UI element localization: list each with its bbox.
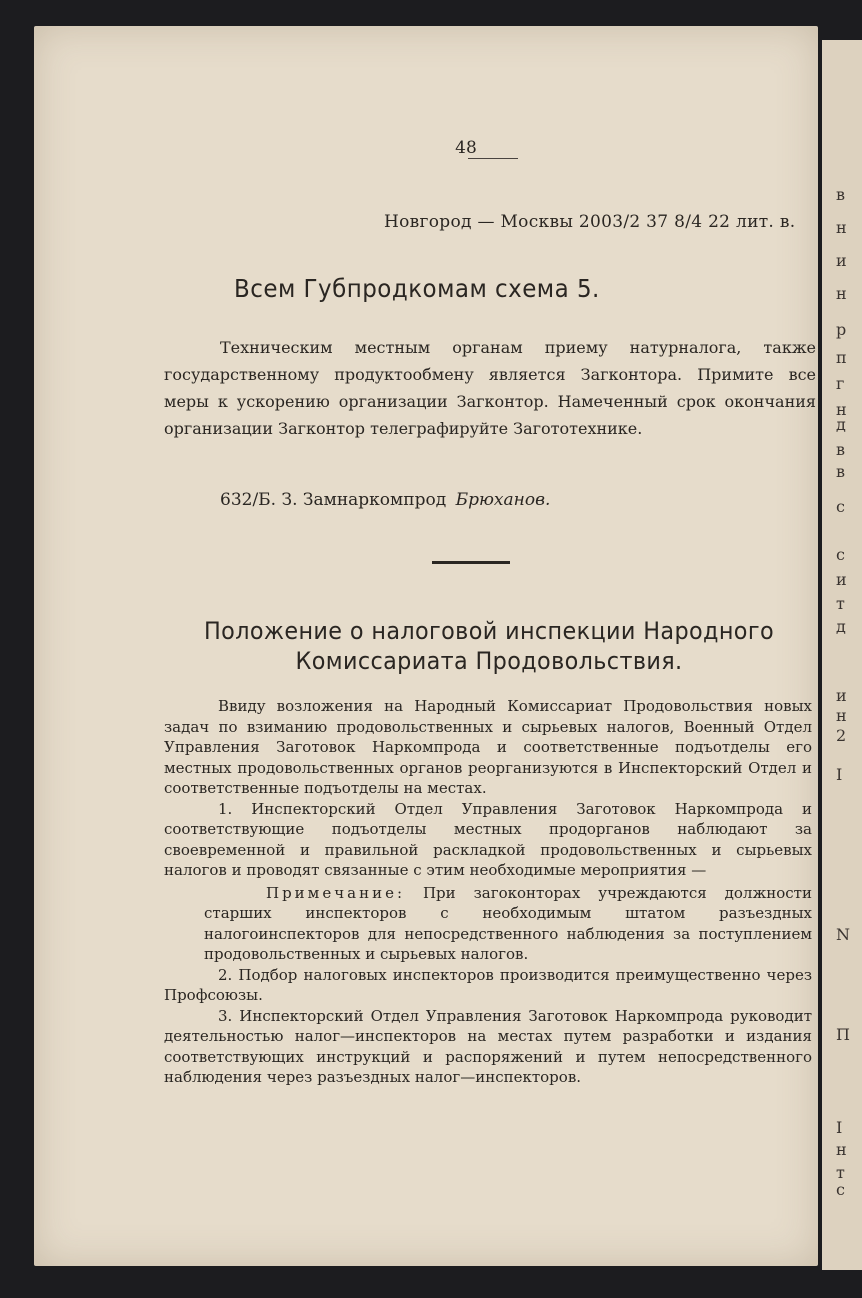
decree-body <box>164 696 812 1088</box>
adjacent-page-fragment: в <box>836 440 846 459</box>
adjacent-page-fragment: г <box>836 374 845 393</box>
decree-item-1: 1. Инспекторский Отдел Управления Заготовок Наркомпрода и соответствующие подъотделы местных продорганов наблюдают за своевременной и правильной раскладкой продовольственных и сырьевых налогов и проводят связанные с этим необходимые мероприятия — <box>164 799 812 879</box>
section-separator <box>432 561 510 564</box>
adjacent-page-fragment: с <box>836 497 845 516</box>
adjacent-page-fragment: N <box>836 925 850 944</box>
adjacent-page-fragment: с <box>836 545 845 564</box>
adjacent-page-fragment: н <box>836 1140 847 1159</box>
telegram-body <box>164 334 816 442</box>
adjacent-page-edge <box>822 40 862 1270</box>
decree-title-line-2: Комиссариата Продовольствия. <box>295 647 683 675</box>
decree-item-3: 3. Инспекторский Отдел Управления Заготовок Наркомпрода руководит деятельностью налог—инспекторов на местах путем разработки и издания соответствующих инструкций и распоряжений и путем непосредственного наблюдения через разъездных налог—инспекторов. <box>164 1006 812 1086</box>
note-heading: Примечание: <box>266 883 406 902</box>
decree-item-2: 2. Подбор налоговых инспекторов производится преимущественно через Профсоюзы. <box>164 965 812 1004</box>
decree-note <box>164 883 812 965</box>
decree-intro: Ввиду возложения на Народный Комиссариат Продовольствия новых задач по взиманию продовольственных и сырьевых налогов, Военный Отдел Управления Заготовок Наркомпрода и соответственные подъотделы его местных продовольственных органов реорганизуются в Инспекторский Отдел и соответственные подъотделы на местах. <box>164 697 812 797</box>
telegram-title: Всем Губпродкомам схема 5. <box>234 274 600 303</box>
page-number: 48 <box>455 138 477 158</box>
adjacent-page-fragment: и <box>836 570 847 589</box>
adjacent-page-fragment: н <box>836 218 847 237</box>
telegram-body-text: Техническим местным органам приему натурналога, также государственному продуктообмену является Загконтора. Примите все меры к ускорению организации Загконтор. Намеченный срок окончания организации Загконтор телеграфируйте Загототехнике. <box>164 338 816 438</box>
adjacent-page-fragment: н <box>836 284 847 303</box>
adjacent-page-fragment: в <box>836 185 846 204</box>
note-text: При загоконторах учреждаются должности старших инспекторов с необходимым штатом разъездных налогоинспекторов для непосредственного наблюдения за поступлением продовольственных и сырьевых налогов. <box>204 883 812 963</box>
adjacent-page-fragment: I <box>836 1118 843 1137</box>
adjacent-page-fragment: н <box>836 706 847 725</box>
adjacent-page-fragment: П <box>836 1025 850 1044</box>
adjacent-page-fragment: д <box>836 617 846 636</box>
adjacent-page-fragment: т <box>836 594 845 613</box>
telegram-header: Новгород — Москвы 2003/2 37 8/4 22 лит. в. <box>384 212 796 232</box>
signature-name: Брюханов. <box>455 490 551 510</box>
adjacent-page-fragment: р <box>836 320 847 339</box>
adjacent-page-fragment: I <box>836 765 843 784</box>
page-number-underline <box>468 158 518 159</box>
adjacent-page-fragment: с <box>836 1180 845 1199</box>
adjacent-page-fragment: т <box>836 1163 845 1182</box>
signature-prefix: 632/Б. З. Замнаркомпрод <box>220 490 447 510</box>
adjacent-page-fragment: п <box>836 348 847 367</box>
decree-title-line-1: Положение о налоговой инспекции Народного <box>204 617 774 645</box>
decree-title <box>168 616 810 676</box>
adjacent-page-fragment: 2 <box>836 726 847 745</box>
adjacent-page-fragment: д <box>836 415 846 434</box>
adjacent-page-fragment: и <box>836 251 847 270</box>
adjacent-page-fragment: н <box>836 400 847 419</box>
adjacent-page-fragment: в <box>836 462 846 481</box>
adjacent-page-fragment: и <box>836 686 847 705</box>
book-page <box>34 26 818 1266</box>
telegram-signature <box>220 490 780 510</box>
